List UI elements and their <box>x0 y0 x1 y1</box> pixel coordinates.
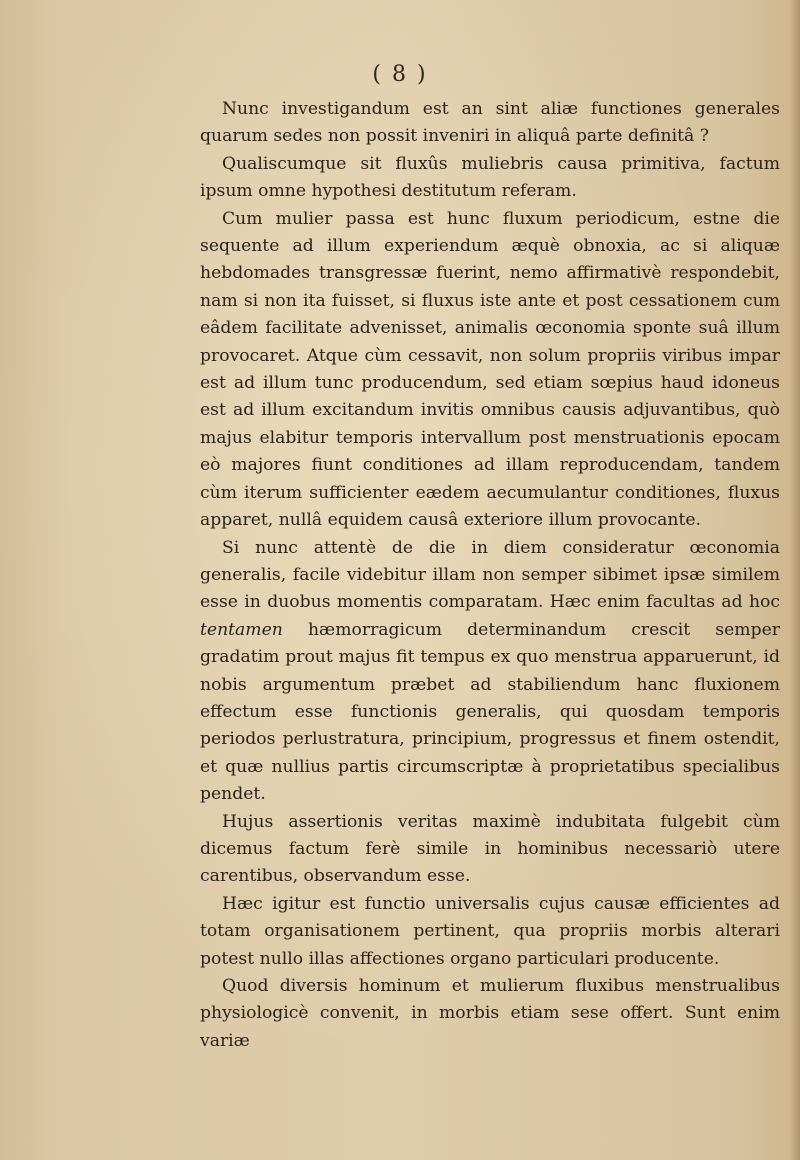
body-text <box>200 96 780 1055</box>
paragraph-4 <box>200 535 780 809</box>
paragraph-7: Quod diversis hominum et mulierum fluxibus menstrualibus physiologicè convenit, in morbis etiam sese offert. Sunt enim variæ <box>200 976 780 1051</box>
italic-word-tentamen: tentamen <box>200 619 283 640</box>
paragraph-3: Cum mulier passa est hunc fluxum periodicum, estne die sequente ad illum experiendum æquè obnoxia, ac si aliquæ hebdomades transgressæ fuerint, nemo affirmativè respondebit, nam si non ita fuisset, si fluxus iste ante et post cessationem cum eâdem facilitate advenisset, animalis œconomia sponte suâ illum provocaret. Atque cùm cessavit, non solum propriis viribus impar est ad illum tunc producendum, sed etiam sœpius haud idoneus est ad illum excitandum invitis omnibus causis adjuvantibus, quò majus elabitur temporis intervallum post menstruationis epocam eò majores fiunt conditiones ad illam reproducendam, tandem cùm iterum sufficienter eædem aecumulantur conditiones, fluxus apparet, nullâ equidem causâ exteriore illum provocante. <box>200 208 780 531</box>
paragraph-2: Qualiscumque sit fluxûs muliebris causa primitiva, factum ipsum omne hypothesi destitutum referam. <box>200 153 780 202</box>
paragraph-4-text-after: hæmorragicum determinandum crescit semper gradatim prout majus fit tempus ex quo menstrua apparuerunt, id nobis argumentum præbet ad stabiliendum hanc fluxionem effectum esse functionis generalis, qui quosdam temporis periodos perlustratura, principium, progressus et finem ostendit, et quæ nullius partis circumscriptæ à proprietatibus specialibus pendet. <box>200 619 780 805</box>
paragraph-6: Hæc igitur est functio universalis cujus causæ efficientes ad totam organisationem pertinent, qua propriis morbis alterari potest nullo illas affectiones organo particulari producente. <box>200 893 780 969</box>
paragraph-4-text-before: Si nunc attentè de die in diem consideratur œconomia generalis, facile videbitur illam non semper sibimet ipsæ similem esse in duobus momentis comparatam. Hæc enim facultas ad hoc <box>200 537 780 613</box>
paragraph-5: Hujus assertionis veritas maximè indubitata fulgebit cùm dicemus factum ferè simile in hominibus necessariò utere carentibus, observandum esse. <box>200 811 780 887</box>
page-edge-shadow <box>790 0 800 1160</box>
paragraph-1: Nunc investigandum est an sint aliæ functiones generales quarum sedes non possit inveniri in aliquâ parte definitâ ? <box>200 99 780 147</box>
page-number: ( 8 ) <box>372 62 428 87</box>
